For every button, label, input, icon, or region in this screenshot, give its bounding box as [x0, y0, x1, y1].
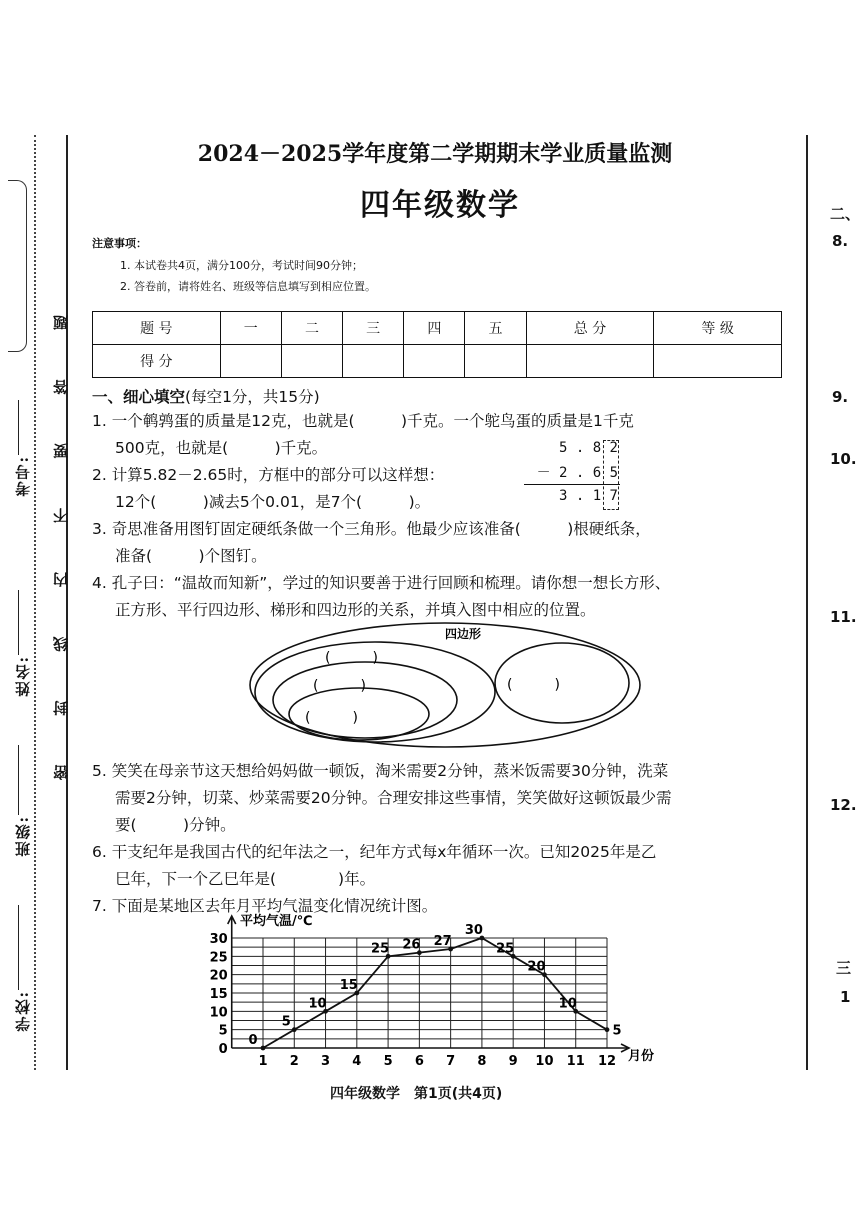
note-item: 1. 本试卷共4页，满分100分，考试时间90分钟； — [120, 259, 363, 272]
q6-line1: 6. 干支纪年是我国古代的纪年法之一，纪年方式每x年循环一次。已知2025年是乙 — [92, 843, 657, 861]
right-sec3: 三 — [836, 959, 852, 977]
exam-no-blank[interactable] — [18, 400, 19, 455]
name-blank[interactable] — [18, 590, 19, 655]
score-input[interactable] — [654, 345, 782, 378]
class-label: 班级: — [14, 815, 32, 857]
x-tick-label: 3 — [321, 1054, 331, 1069]
note-item: 2. 答卷前，请将姓名、班级等信息填写到相应位置。 — [120, 280, 376, 293]
data-label: 25 — [371, 941, 390, 957]
chart-xlabel: 月份 — [628, 1049, 655, 1064]
q2-calc-row1: 5 . 8 2 — [558, 440, 618, 456]
right-q9: 9. — [832, 388, 849, 406]
blank-rectangle: ( ) — [313, 678, 366, 694]
q1-line2: 500克，也就是( )千克。 — [115, 439, 328, 457]
score-cell: 五 — [465, 312, 526, 345]
q7-line1: 7. 下面是某地区去年月平均气温变化情况统计图。 — [92, 897, 438, 915]
score-cell: 四 — [404, 312, 465, 345]
score-input[interactable] — [526, 345, 654, 378]
data-point — [605, 1027, 610, 1032]
score-cell: 题 号 — [93, 312, 221, 345]
blank-square: ( ) — [305, 710, 358, 726]
blank-parallelogram: ( ) — [325, 650, 378, 666]
score-cell: 三 — [343, 312, 404, 345]
data-label: 15 — [339, 978, 358, 993]
data-label: 26 — [402, 937, 421, 953]
binding-bracket — [8, 180, 27, 352]
score-cell: 等 级 — [654, 312, 782, 345]
data-point — [261, 1046, 266, 1051]
quadrilateral-diagram — [245, 620, 645, 750]
x-tick-label: 6 — [414, 1054, 424, 1069]
quadrilateral-ellipse — [250, 623, 640, 747]
y-tick-label: 10 — [209, 1005, 228, 1021]
school-blank[interactable] — [18, 905, 19, 990]
blank-trapezoid: ( ) — [507, 677, 560, 693]
q2-line1: 2. 计算5.82－2.65时，方框中的部分可以这样想： — [92, 466, 445, 484]
class-blank[interactable] — [18, 745, 19, 815]
page-right-border — [806, 135, 808, 1070]
x-tick-label: 10 — [535, 1054, 554, 1069]
seal-text: 密 封 线 内 不 要 答 题 — [52, 293, 70, 780]
exam-no-label: 考号: — [14, 455, 32, 497]
x-tick-label: 1 — [258, 1054, 268, 1069]
q2-line2: 12个( )减去5个0.01，是7个( )。 — [115, 493, 431, 511]
right-q8: 8. — [832, 232, 849, 250]
data-label: 30 — [464, 923, 483, 938]
score-input[interactable] — [281, 345, 342, 378]
q5-line2: 需要2分钟，切菜、炒菜需要20分钟。合理安排这些事情，笑笑做好这顿饭最少需 — [115, 789, 672, 807]
temperature-chart — [200, 910, 680, 1075]
score-input[interactable] — [465, 345, 526, 378]
exam-title: 2024－2025学年度第二学期期末学业质量监测 — [197, 141, 673, 167]
y-tick-label: 30 — [209, 932, 228, 947]
x-tick-label: 7 — [446, 1054, 456, 1069]
right-q10: 10. — [830, 450, 857, 468]
score-table-header-row — [93, 312, 782, 345]
q1-line1: 1. 一个鹌鹑蛋的质量是12克，也就是( )千克。一个鸵鸟蛋的质量是1千克 — [92, 412, 634, 430]
section1-title — [92, 385, 320, 407]
score-cell: 总 分 — [526, 312, 654, 345]
q2-dashed-box — [603, 440, 619, 510]
score-cell: 得 分 — [93, 345, 221, 378]
q2-calc-row3: 3 . 1 7 — [558, 488, 618, 504]
data-label: 5 — [612, 1023, 622, 1039]
data-label: 27 — [433, 934, 452, 949]
x-tick-label: 8 — [477, 1054, 487, 1069]
page-footer: 四年级数学 第1页(共4页) — [330, 1086, 503, 1102]
score-cell: 二 — [281, 312, 342, 345]
y-tick-label: 25 — [209, 950, 228, 966]
score-input[interactable] — [220, 345, 281, 378]
q5-line3: 要( )分钟。 — [115, 816, 236, 834]
school-label: 学校: — [14, 990, 32, 1032]
q2-calc-row2: － 2 . 6 5 — [536, 465, 618, 481]
right-q12: 12. — [830, 796, 857, 814]
y-tick-label: 20 — [209, 968, 228, 984]
q4-line1: 4. 孔子曰：“温故而知新”，学过的知识要善于进行回顾和梳理。请你想一想长方形、 — [92, 574, 671, 592]
data-label: 0 — [248, 1033, 258, 1048]
data-label: 25 — [496, 941, 515, 957]
name-label: 姓名: — [14, 655, 32, 697]
data-label: 20 — [527, 959, 546, 975]
score-table — [92, 311, 782, 378]
notes-heading: 注意事项： — [92, 237, 147, 250]
x-tick-label: 5 — [383, 1054, 393, 1069]
x-tick-label: 2 — [289, 1054, 299, 1069]
right-sec2: 二、 — [830, 205, 860, 223]
x-tick-label: 12 — [597, 1054, 617, 1069]
x-tick-label: 4 — [352, 1054, 362, 1069]
q4-line2: 正方形、平行四边形、梯形和四边形的关系，并填入图中相应的位置。 — [115, 601, 596, 619]
data-label: 5 — [281, 1014, 291, 1030]
score-cell: 一 — [220, 312, 281, 345]
right-one: 1 — [840, 988, 851, 1006]
y-tick-label: 5 — [218, 1023, 228, 1039]
q6-line2: 巳年，下一个乙巳年是( )年。 — [115, 870, 376, 888]
score-input[interactable] — [404, 345, 465, 378]
binding-dotted-line — [34, 135, 36, 1070]
data-point — [292, 1027, 297, 1032]
right-q11: 11. — [830, 608, 857, 626]
q3-line2: 准备( )个图钉。 — [115, 547, 267, 565]
x-tick-label: 11 — [566, 1054, 585, 1069]
x-tick-label: 9 — [508, 1054, 518, 1069]
section1-note: (每空1分，共15分) — [185, 388, 320, 406]
data-label: 10 — [308, 996, 327, 1012]
chart-marks — [248, 923, 621, 1050]
exam-subject: 四年级数学 — [360, 188, 520, 223]
section1-heading: 一、细心填空 — [92, 388, 186, 406]
chart-ylabel: 平均气温/℃ — [240, 914, 313, 929]
q3-line1: 3. 奇思准备用图钉固定硬纸条做一个三角形。他最少应该准备( )根硬纸条， — [92, 520, 651, 538]
q5-line1: 5. 笑笑在母亲节这天想给妈妈做一顿饭，淘米需要2分钟，蒸米饭需要30分钟，洗菜 — [92, 762, 669, 780]
y-tick-label: 0 — [218, 1042, 228, 1057]
y-tick-label: 15 — [209, 987, 228, 1002]
score-table-score-row — [93, 345, 782, 378]
quadrilateral-label: 四边形 — [445, 627, 482, 641]
data-label: 10 — [558, 996, 577, 1012]
score-input[interactable] — [343, 345, 404, 378]
